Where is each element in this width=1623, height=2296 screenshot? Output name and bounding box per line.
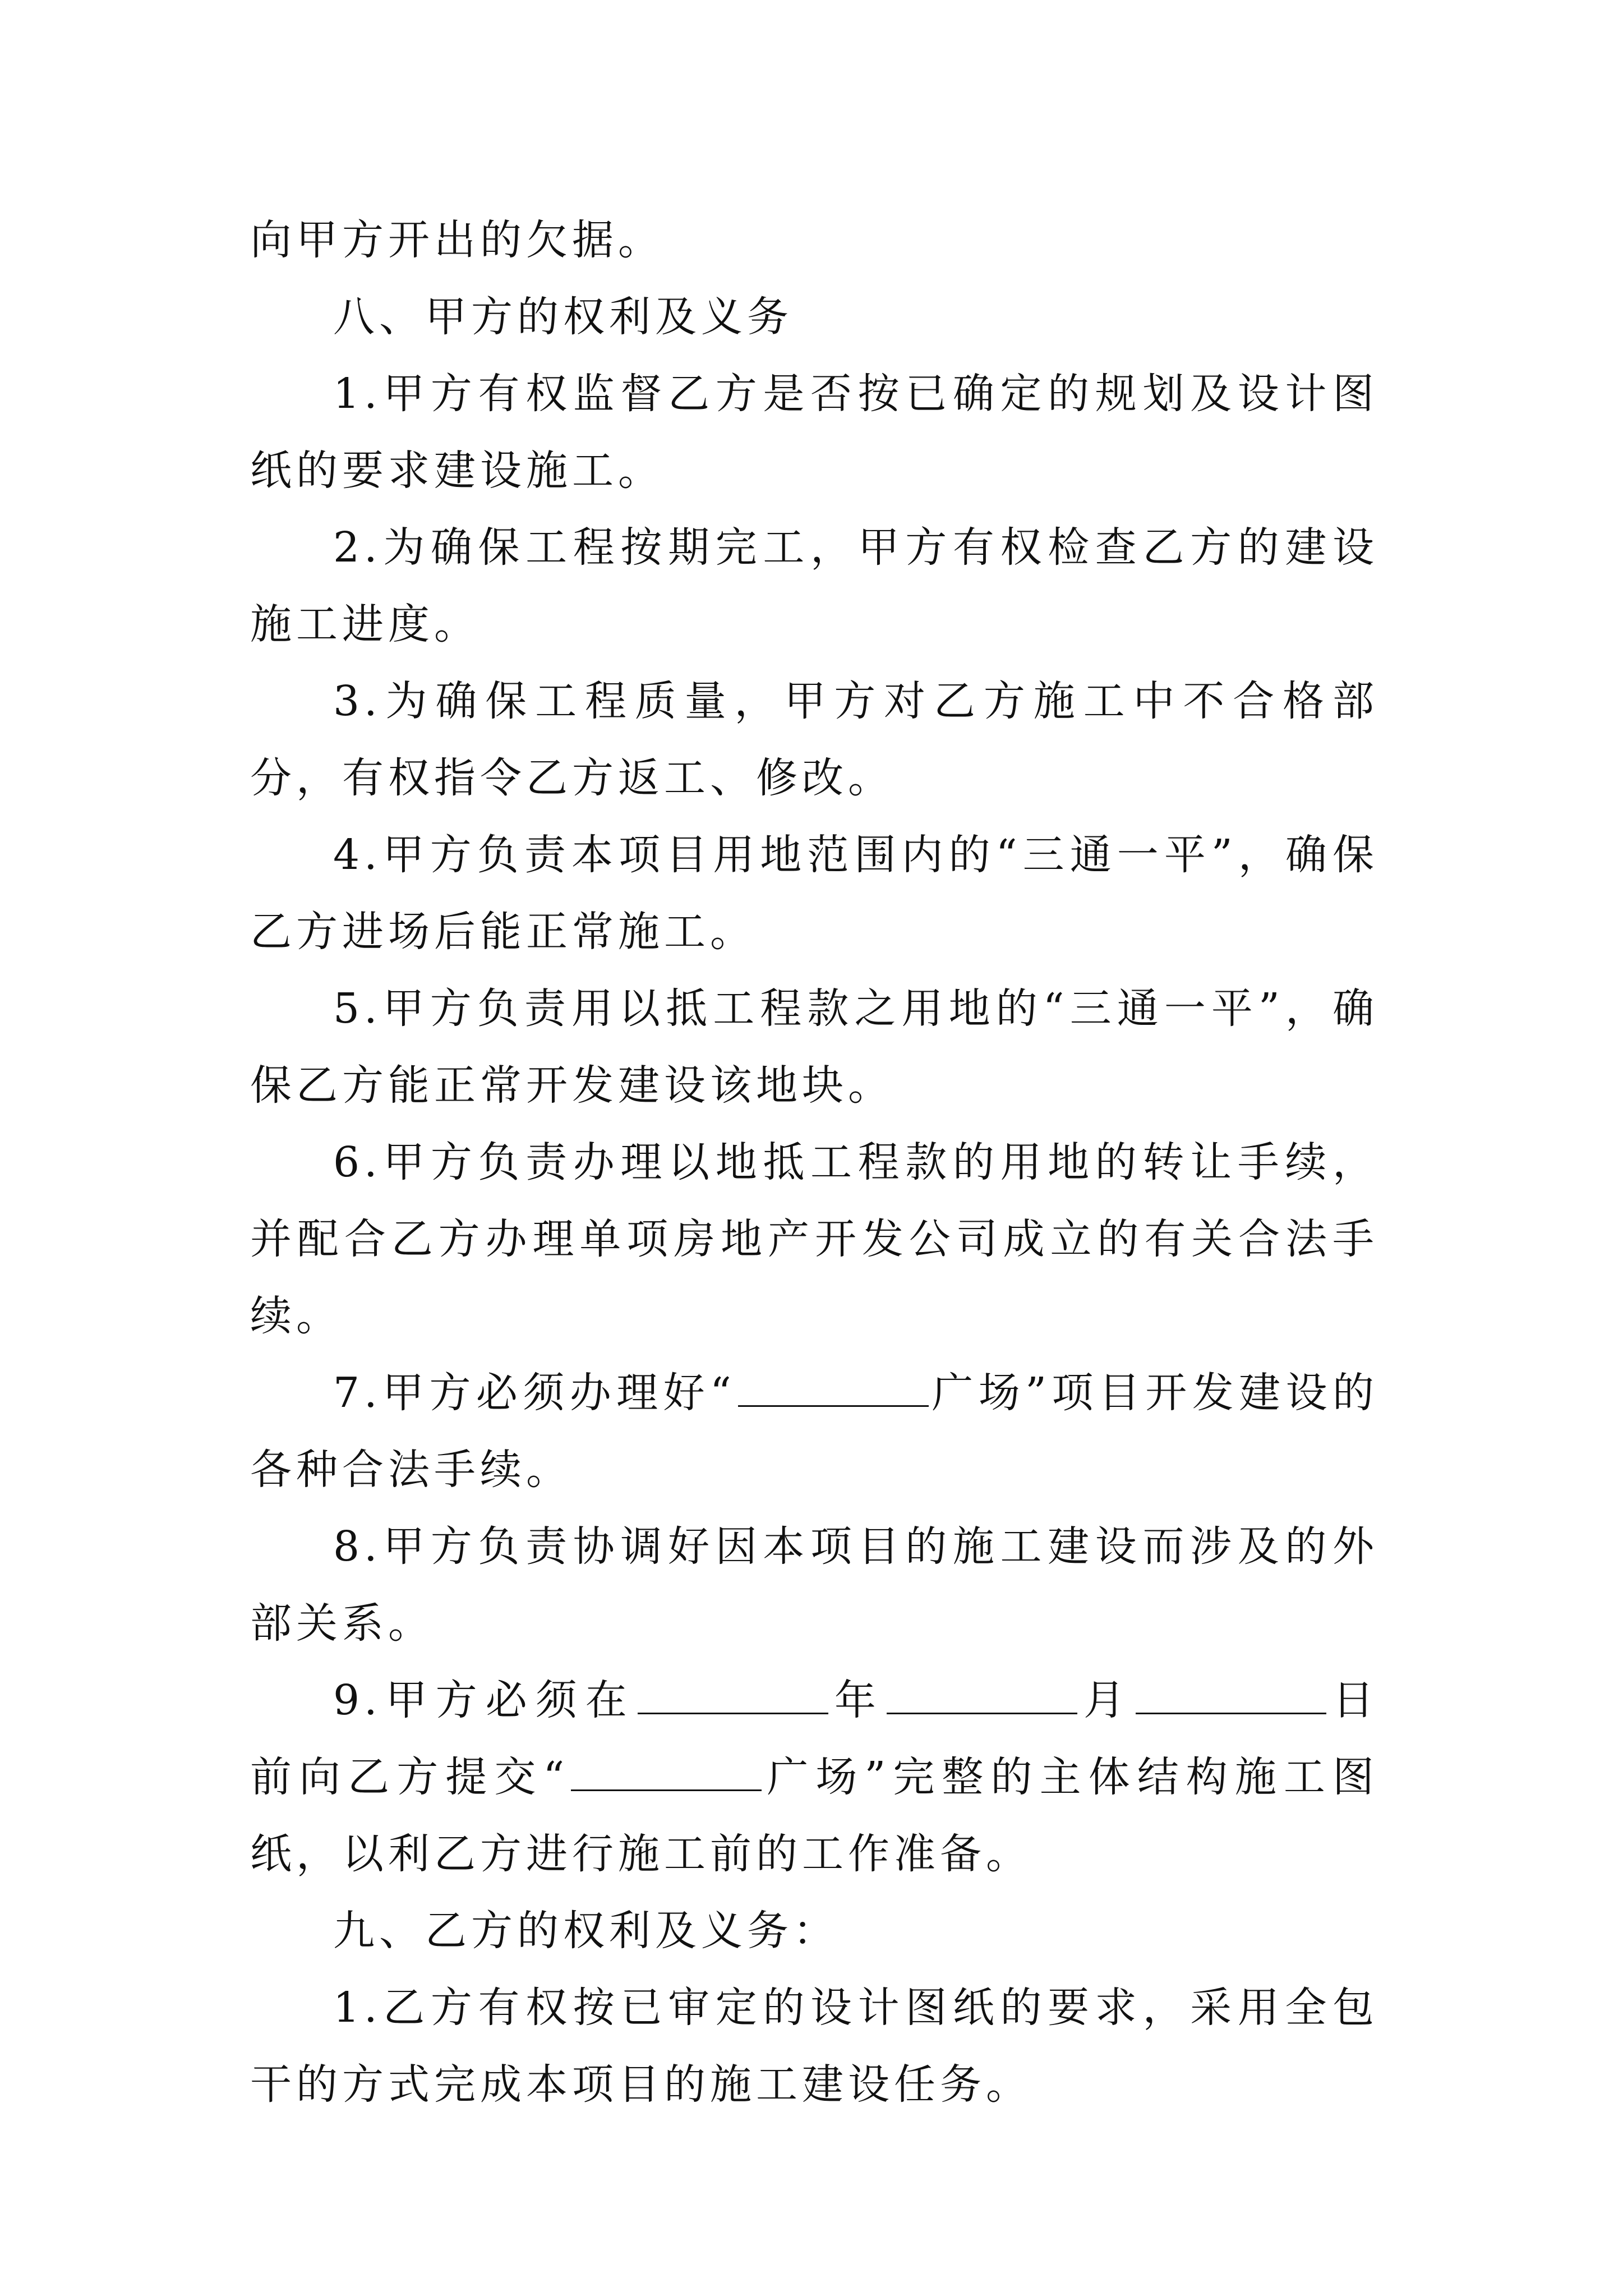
item-9-day-text: 日前向乙方提交“ bbox=[250, 1676, 1379, 1801]
item-7-prefix: 7.甲方必须办理好“ bbox=[333, 1369, 736, 1417]
section-8-item-8: 8.甲方负责协调好因本项目的施工建设而涉及的外部关系。 bbox=[250, 1522, 1378, 1648]
item-9-suffix: 广场”完整的主体结构施工图纸，以利乙方进行施工前的工作准备。 bbox=[250, 1753, 1378, 1878]
section-8-heading: 八、甲方的权利及义务 bbox=[333, 293, 793, 341]
contract-body bbox=[250, 202, 1378, 2123]
section-8-item-1: 1.甲方有权监督乙方是否按已确定的规划及设计图纸的要求建设施工。 bbox=[250, 370, 1378, 495]
section-9-item-1: 1.乙方有权按已审定的设计图纸的要求，采用全包干的方式完成本项目的施工建设任务。 bbox=[250, 1984, 1378, 2109]
blank-line bbox=[1136, 1679, 1326, 1714]
section-8-item-6: 6.甲方负责办理以地抵工程款的用地的转让手续，并配合乙方办理单项房地产开发公司成立的有关合法手续。 bbox=[250, 1138, 1378, 1340]
blank-line bbox=[738, 1372, 929, 1407]
section-8-item-4: 4.甲方负责本项目用地范围内的“三通一平”，确保乙方进场后能正常施工。 bbox=[250, 831, 1378, 956]
section-9-heading: 九、乙方的权利及义务： bbox=[333, 1907, 839, 1955]
section-8-item-2: 2.为确保工程按期完工，甲方有权检查乙方的建设施工进度。 bbox=[250, 523, 1378, 648]
item-9-prefix: 9.甲方必须在 bbox=[333, 1676, 635, 1724]
section-8-item-9 bbox=[250, 1662, 1378, 1893]
item-7-suffix: 广场”项目开发建设的各种合法手续。 bbox=[250, 1369, 1378, 1494]
item-9-month: 月 bbox=[1079, 1676, 1133, 1724]
blank-line bbox=[638, 1679, 828, 1714]
continuation-paragraph: 向甲方开出的欠据。 bbox=[250, 216, 664, 264]
section-8-item-7 bbox=[250, 1355, 1378, 1508]
blank-line bbox=[887, 1679, 1077, 1714]
item-9-year: 年 bbox=[830, 1676, 884, 1724]
section-8-item-5: 5.甲方负责用以抵工程款之用地的“三通一平”，确保乙方能正常开发建设该地块。 bbox=[250, 984, 1378, 1110]
blank-line bbox=[571, 1756, 762, 1791]
section-8-item-3: 3.为确保工程质量，甲方对乙方施工中不合格部分，有权指令乙方返工、修改。 bbox=[250, 677, 1378, 802]
